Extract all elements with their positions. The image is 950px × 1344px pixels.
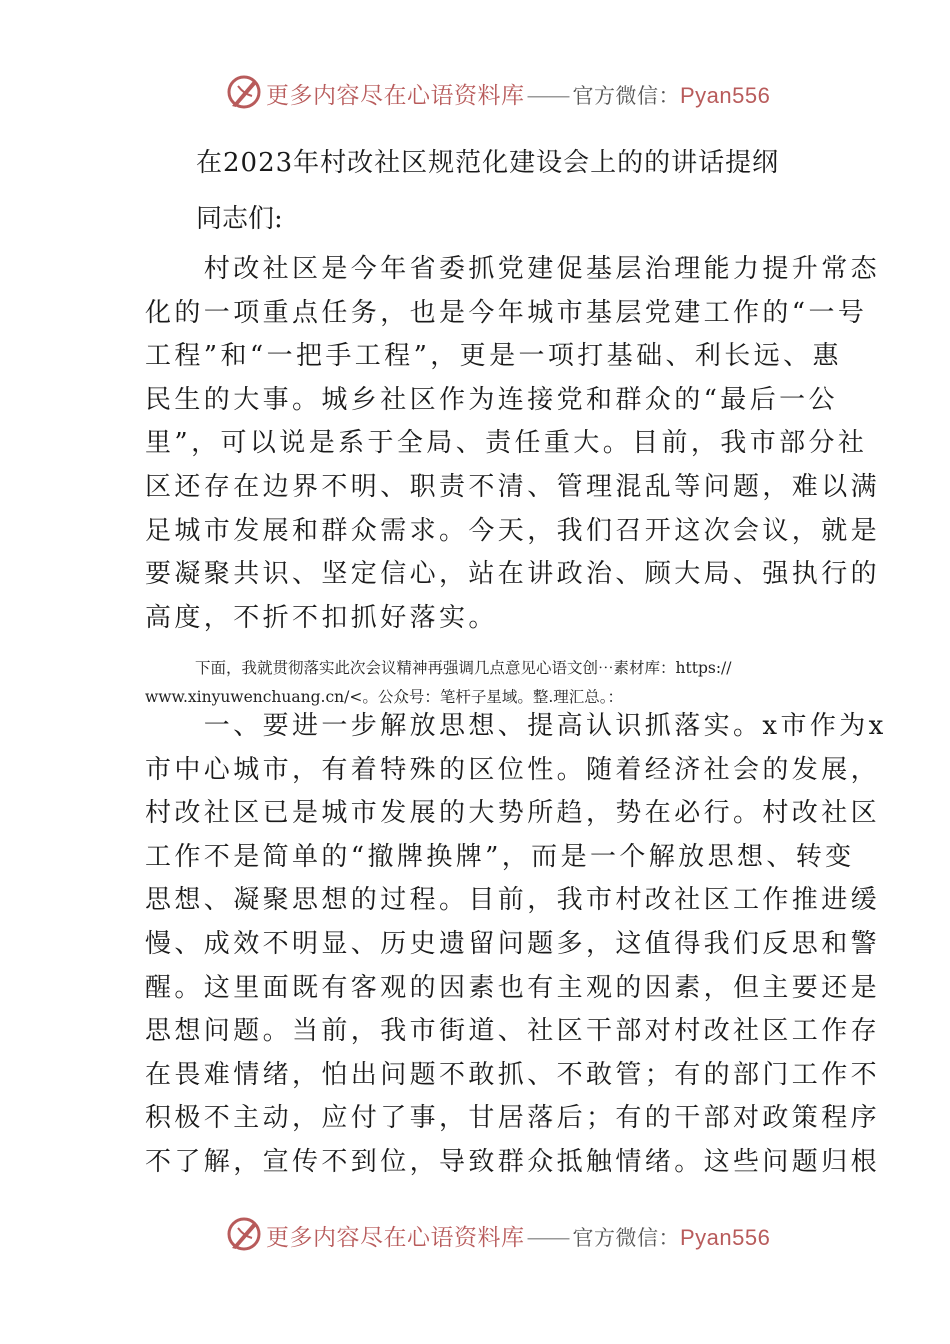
text-line: 思想问题。当前，我市街道、社区干部对村改社区工作存 — [145, 1016, 881, 1047]
text-line: 高度，不折不扣抓好落实。 — [145, 602, 498, 633]
text-line: 思想、凝聚思想的过程。目前，我市村改社区工作推进缓 — [145, 885, 881, 916]
source-note — [145, 654, 810, 712]
banner-main-text: 更多内容尽在心语资料库 — [266, 83, 525, 109]
text-line: 不了解，宣传不到位，导致群众抵触情绪。这些问题归根 — [145, 1146, 881, 1177]
banner-dash: —— — [526, 1225, 569, 1251]
banner-text — [266, 77, 770, 110]
text-line: 工作不是简单的“撤牌换牌”，而是一个解放思想、转变 — [145, 841, 855, 872]
text-line: 慢、成效不明显、历史遗留问题多，这值得我们反思和警 — [145, 928, 881, 959]
wechat-id: Pyan556 — [680, 83, 771, 108]
banner-main-text: 更多内容尽在心语资料库 — [266, 1225, 525, 1251]
text-line: 村改社区已是城市发展的大势所趋，势在必行。村改社区 — [145, 798, 881, 829]
salutation: 同志们: — [196, 204, 283, 234]
paragraph-intro — [145, 248, 881, 640]
wechat-id: Pyan556 — [680, 1225, 771, 1250]
text-line: 民生的大事。城乡社区作为连接党和群众的“最后一公 — [145, 384, 838, 415]
wechat-label: 官方微信： — [572, 1226, 680, 1250]
wechat-label: 官方微信： — [572, 84, 680, 108]
footer-watermark-banner — [0, 1210, 950, 1258]
text-line: 里”，可以说是系于全局、责任重大。目前，我市部分社 — [145, 428, 868, 459]
banner-dash: —— — [526, 83, 569, 109]
source-note-line: www.xinyuwenchuang.cn/<。公众号：笔杆子星域。整.理汇总。： — [145, 688, 624, 706]
quill-logo-icon — [224, 72, 264, 112]
paragraph-section-one — [145, 705, 887, 1185]
quill-logo-icon — [224, 1214, 264, 1254]
text-line: 村改社区是今年省委抓党建促基层治理能力提升常态 — [145, 254, 881, 284]
text-line: 市中心城市，有着特殊的区位性。随着经济社会的发展， — [145, 754, 881, 785]
text-line: 区还存在边界不明、职责不清、管理混乱等问题，难以满 — [145, 471, 881, 502]
document-title: 在2023年村改社区规范化建设会上的的讲话提纲 — [196, 148, 780, 178]
text-line: 醒。这里面既有客观的因素也有主观的因素，但主要还是 — [145, 972, 881, 1003]
text-line: 一、要进一步解放思想、提高认识抓落实。x市作为x — [145, 711, 887, 741]
text-line: 足城市发展和群众需求。今天，我们召开这次会议，就是 — [145, 515, 881, 546]
text-line: 积极不主动，应付了事，甘居落后；有的干部对政策程序 — [145, 1103, 881, 1134]
header-watermark-banner — [0, 68, 950, 116]
text-line: 在畏难情绪，怕出问题不敢抓、不敢管；有的部门工作不 — [145, 1059, 881, 1090]
source-note-line: 下面，我就贯彻落实此次会议精神再强调几点意见心语文创⋯素材库：https:// — [195, 659, 732, 677]
banner-text — [266, 1219, 770, 1252]
text-line: 要凝聚共识、坚定信心，站在讲政治、顾大局、强执行的 — [145, 559, 881, 590]
text-line: 工程”和“一把手工程”，更是一项打基础、利长远、惠 — [145, 341, 842, 372]
text-line: 化的一项重点任务，也是今年城市基层党建工作的“一号 — [145, 297, 868, 328]
